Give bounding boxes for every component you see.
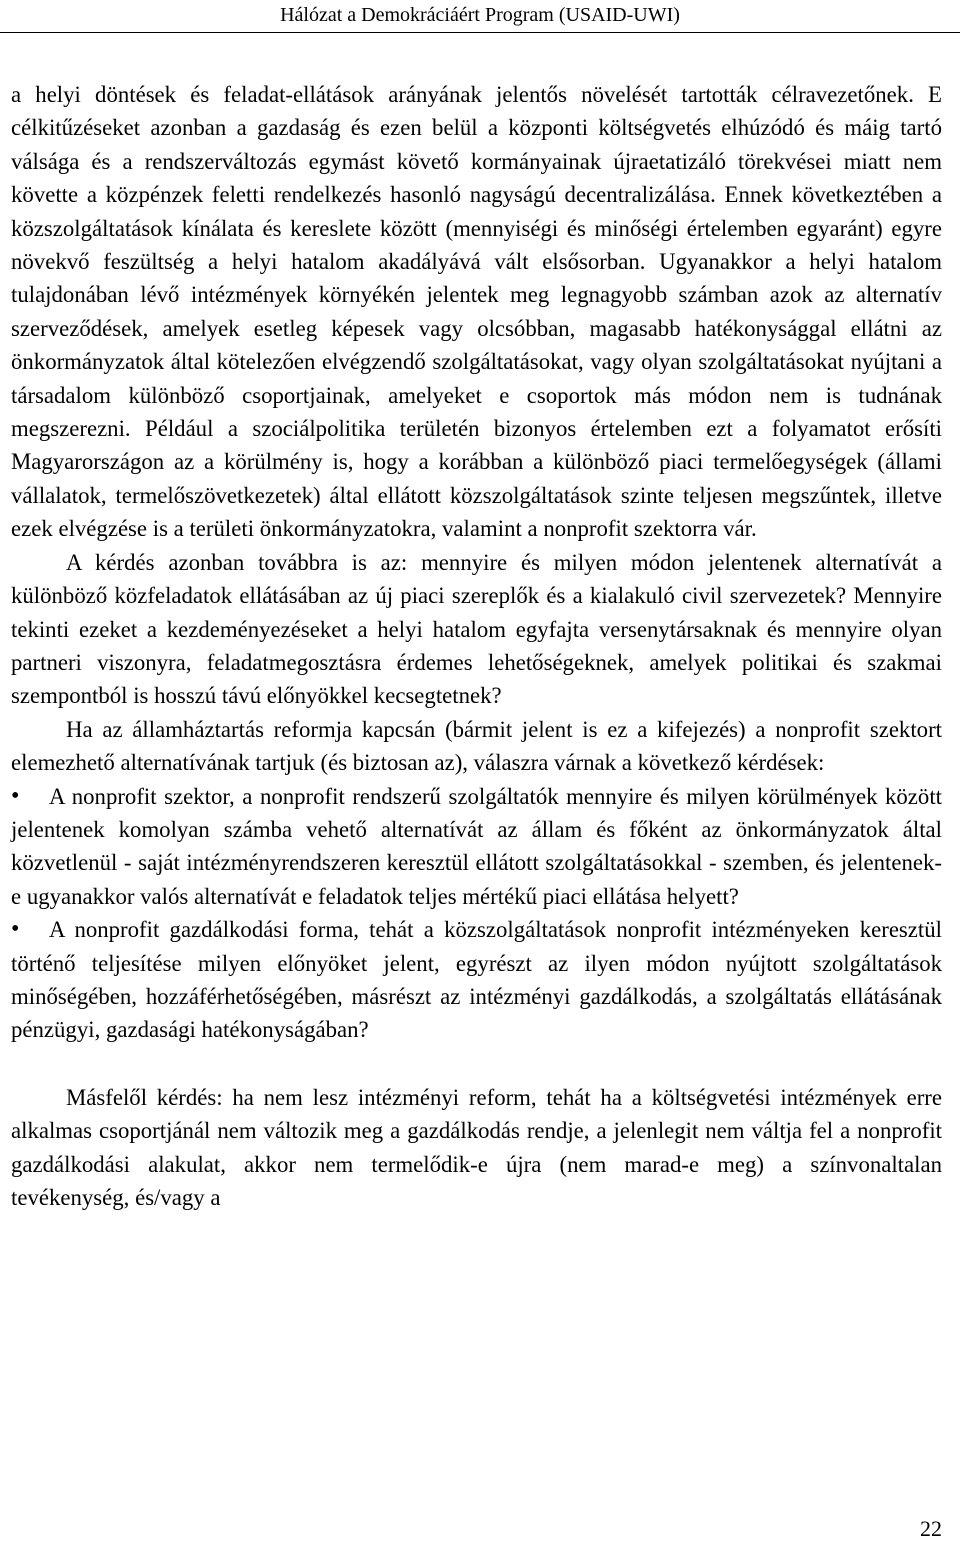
paragraph-gap: [11, 1047, 942, 1081]
list-item-text: A nonprofit gazdálkodási forma, tehát a közszolgáltatások nonprofit intézményeken keresztül történő teljesítése milyen előnyöket jelent, egyrészt az ilyen módon nyújtott szolgáltatások minőségében, hozzáférhetőségében, másrészt az intézményi gazdálkodás, a szolgáltatás ellátásának pénzügyi, gazdasági hatékonyságában?: [11, 917, 942, 1043]
running-header: Hálózat a Demokráciáért Program (USAID-UWI): [0, 2, 960, 33]
paragraph-4: Másfelől kérdés: ha nem lesz intézményi reform, tehát ha a költségvetési intézmények erre alkalmas csoportjánál nem változik meg a gazdálkodás rendje, a jelenlegit nem váltja fel a nonprofit gazdálkodási alakulat, akkor nem termelődik-e újra (nem marad-e meg) a színvonaltalan tevékenység, és/vagy a: [11, 1084, 942, 1210]
paragraph-3: Ha az államháztartás reformja kapcsán (bármit jelent is ez a kifejezés) a nonprofit szektort elemezhető alternatívának tartjuk (és biztosan az), válaszra várnak a következő kérdések:: [11, 716, 942, 776]
document-body: [11, 78, 942, 1214]
paragraph-1: a helyi döntések és feladat-ellátások arányának jelentős növelését tartották célravezetőnek. E célkitűzéseket azonban a gazdaság és ezen belül a központi költségvetés elhúzódó és máig tartó válsága és a rendszerváltozás egymást követő kormányainak újraetatizáló törekvései miatt nem követte a közpénzek feletti rendelkezés hasonló nagyságú decentralizálása. Ennek következtében a közszolgáltatások kínálata és kereslete között (mennyiségi és minőségi értelemben egyaránt) egyre növekvő feszültség a helyi hatalom akadályává vált elsősorban. Ugyanakkor a helyi hatalom tulajdonában lévő intézmények környékén jelentek meg legnagyobb számban azok az alternatív szerveződések, amelyek esetleg képesek vagy olcsóbban, magasabb hatékonysággal ellátni az önkormányzatok által kötelezően elvégzendő szolgáltatásokat, vagy olyan szolgáltatásokat nyújtani a társadalom különböző csoportjainak, amelyeket e csoportok más módon nem is tudnának megszerezni. Például a szociálpolitika területén bizonyos értelemben ezt a folyamatot erősíti Magyarországon az a körülmény is, hogy a korábban a különböző piaci termelőegységek (állami vállalatok, termelőszövetkezetek) által ellátott közszolgáltatások szinte teljesen megszűntek, illetve ezek elvégzése is a területi önkormányzatokra, valamint a nonprofit szektorra vár.: [11, 82, 942, 542]
bullet-icon: •: [11, 782, 20, 809]
bullet-icon: •: [11, 916, 20, 943]
list-item: [11, 780, 942, 914]
list-item-text: A nonprofit szektor, a nonprofit rendszerű szolgáltatók mennyire és milyen körülmények között jelentenek komolyan számba vehető alternatívát az állam és főként az önkormányzatok által közvetlenül - saját intézményrendszeren keresztül ellátott szolgáltatásokkal - szemben, és jelentenek-e ugyanakkor valós alternatívát e feladatok teljes mértékű piaci ellátása helyett?: [11, 783, 942, 909]
question-list: [11, 780, 942, 1047]
paragraph-2: A kérdés azonban továbbra is az: mennyire és milyen módon jelentenek alternatívát a különböző közfeladatok ellátásában az új piaci szereplők és a kialakuló civil szervezetek? Mennyire tekinti ezeket a kezdeményezéseket a helyi hatalom egyfajta versenytársaknak és mennyire olyan partneri viszonyra, feladatmegosztásra érdemes lehetőségeknek, amelyek politikai és szakmai szempontból is hosszú távú előnyökkel kecsegtetnek?: [11, 549, 942, 709]
list-item: [11, 913, 942, 1047]
page-number: 22: [920, 1516, 942, 1541]
